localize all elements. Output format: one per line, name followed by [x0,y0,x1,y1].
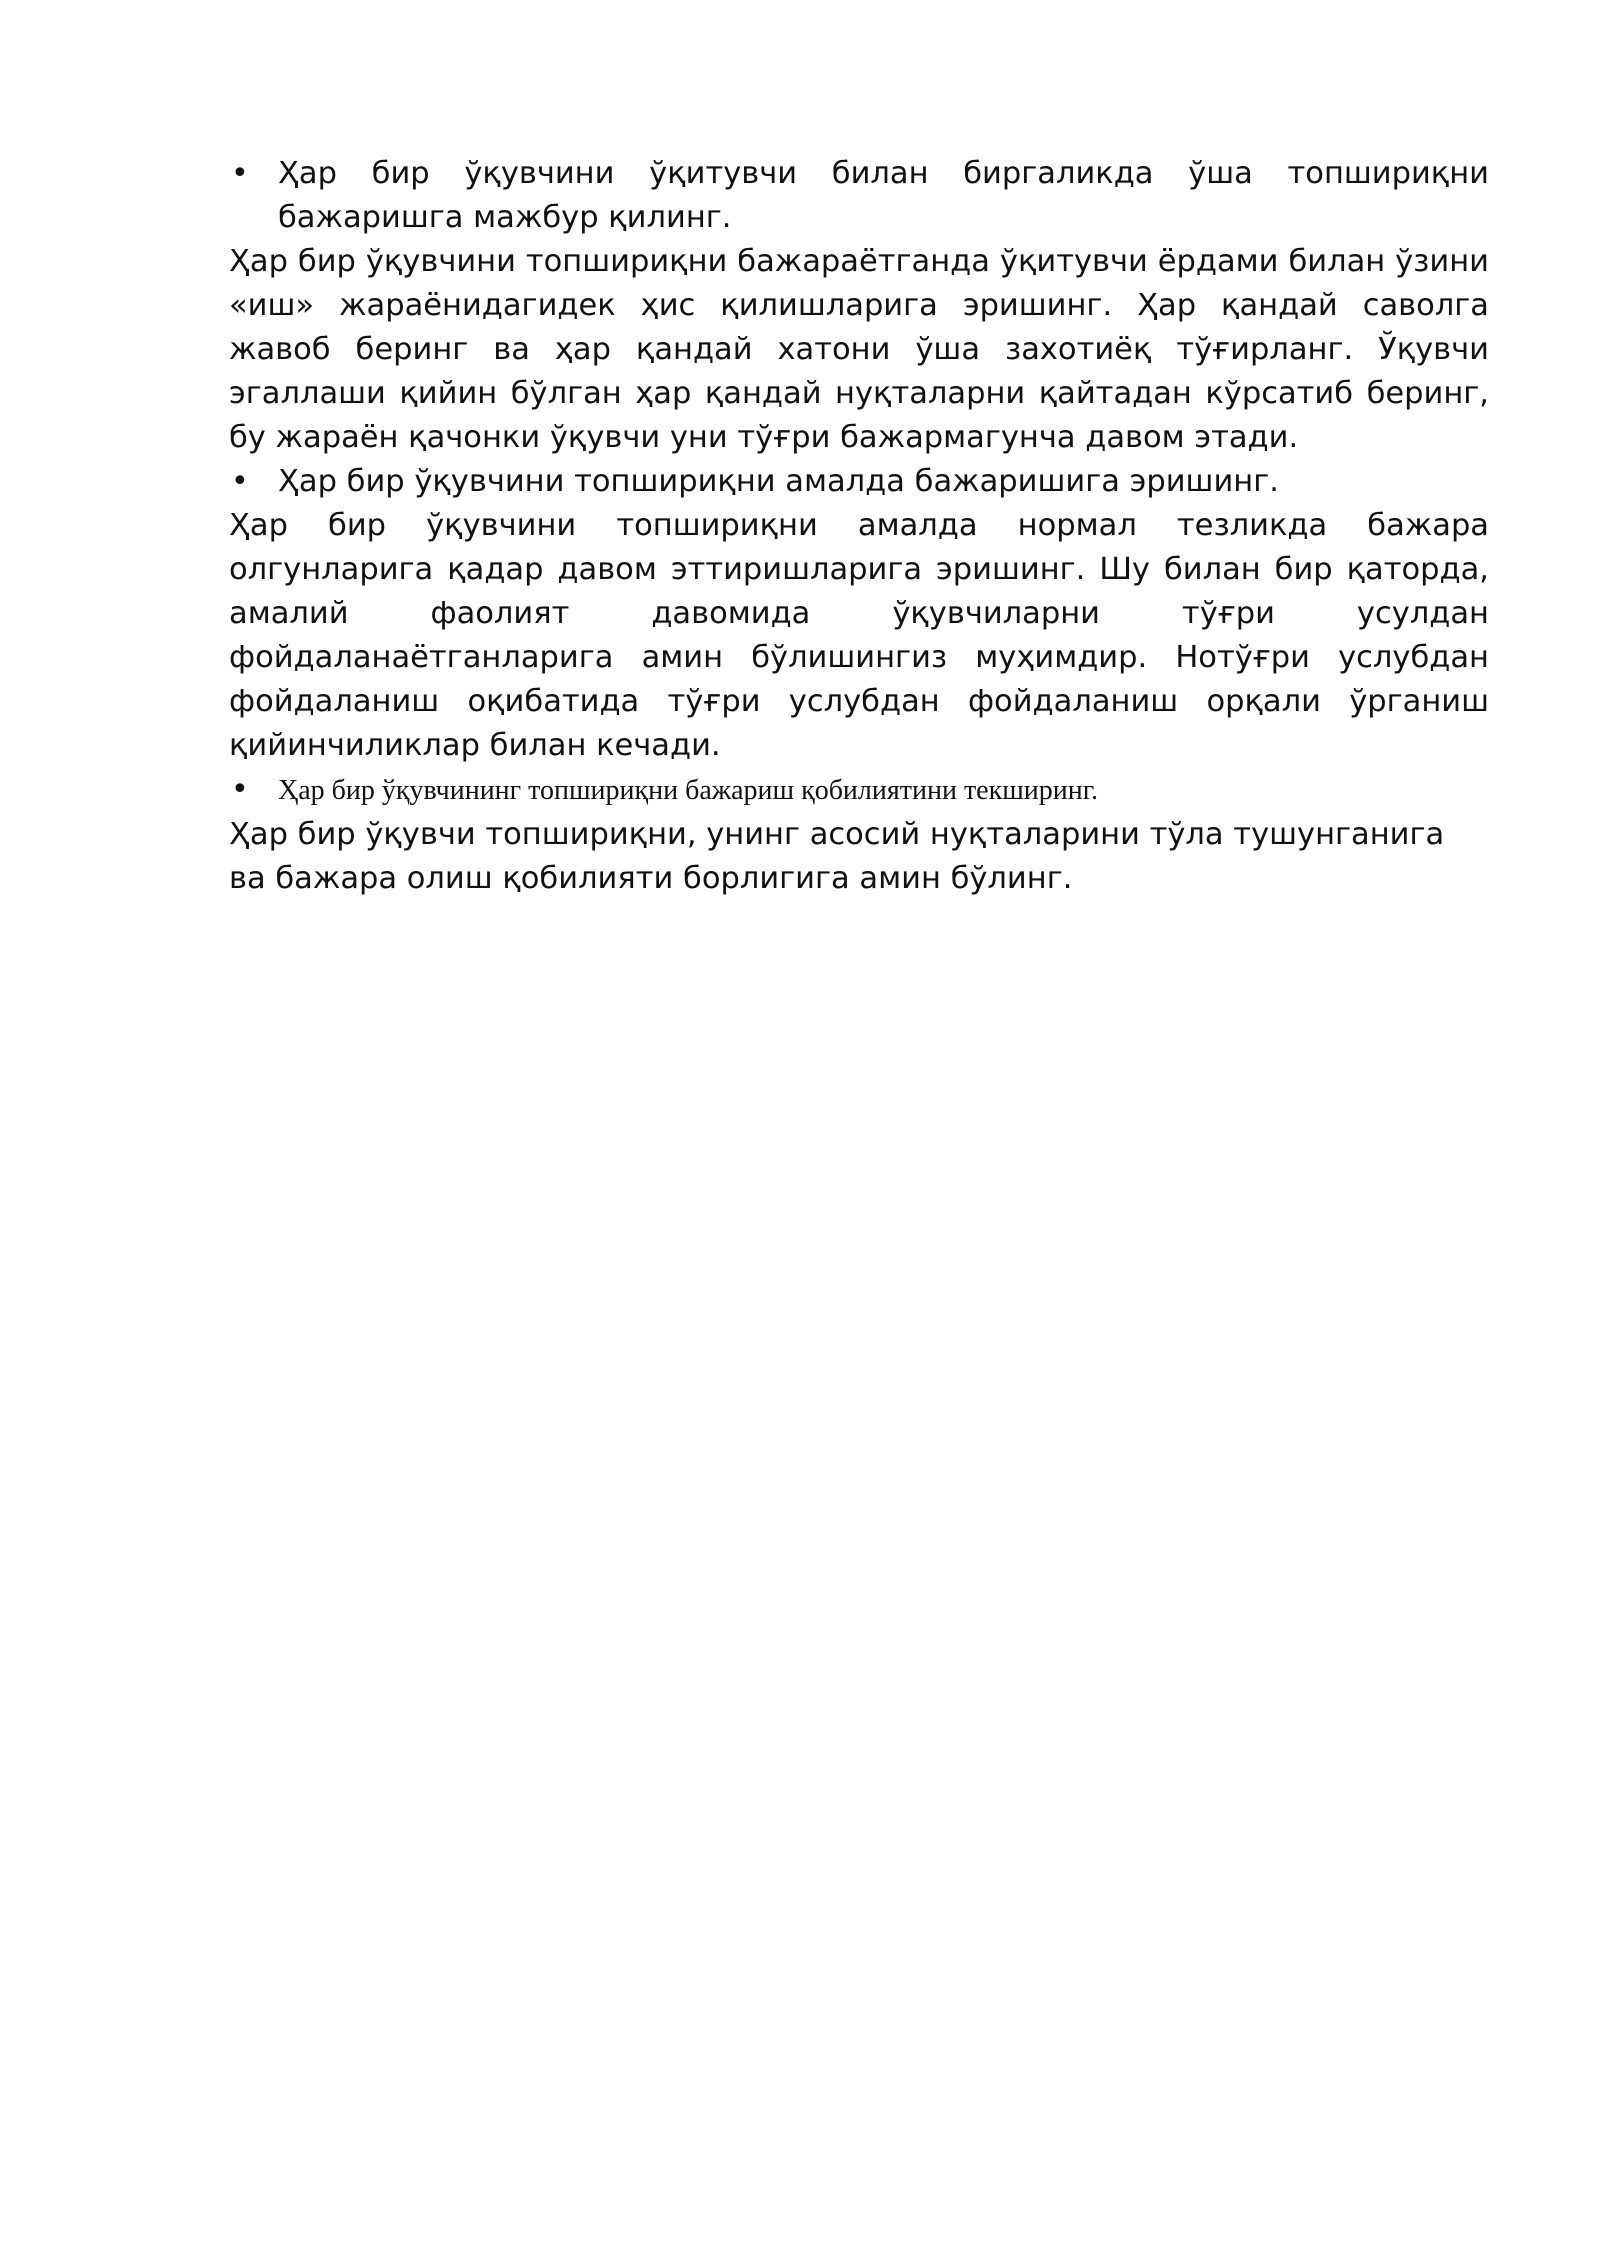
bullet-item [229,460,1489,504]
paragraph-line: Ҳар бир ўқувчи топшириқни, унинг асосий нуқталарини тўла тушунганига [229,817,1445,852]
document-body [229,152,1489,901]
bullet-icon: • [231,772,249,807]
bullet-icon: • [231,464,249,499]
bullet-text: Ҳар бир ўқувчини ўқитувчи билан биргаликда ўша топшириқни бажаришга мажбур қилинг. [278,156,1489,235]
paragraph: Ҳар бир ўқувчини топшириқни бажараётганда ўқитувчи ёрдами билан ўзини «иш» жараёнидагидек ҳис қилишларига эришинг. Ҳар қандай саволга жавоб беринг ва ҳар қандай хатони ўша захотиёқ тўғирланг. Ўқувчи эгаллаши қийин бўлган ҳар қандай нуқталарни қайтадан кўрсатиб беринг, бу жараён қачонки ўқувчи уни тўғри бажармагунча давом этади. [229,244,1489,455]
bullet-item [229,768,1489,813]
bullet-text: Ҳар бир ўқувчини топшириқни амалда бажаришига эришинг. [278,464,1279,499]
paragraph-line: ва бажара олиш қобилияти борлигига амин бўлинг. [229,861,1073,896]
paragraph [229,813,1489,901]
paragraph: Ҳар бир ўқувчини топшириқни амалда нормал тезликда бажара олгунларига қадар давом эттиришларига эришинг. Шу билан бир қаторда, амалий фаолият давомида ўқувчиларни тўғри усулдан фойдаланаётганларига амин бўлишингиз муҳимдир. Нотўғри услубдан фойдаланиш оқибатида тўғри услубдан фойдаланиш орқали ўрганиш қийинчиликлар билан кечади. [229,508,1489,763]
bullet-icon: • [231,156,249,191]
bullet-text: Ҳар бир ўқувчининг топшириқни бажариш қобилиятини текширинг. [278,775,1099,806]
bullet-item [229,152,1489,240]
